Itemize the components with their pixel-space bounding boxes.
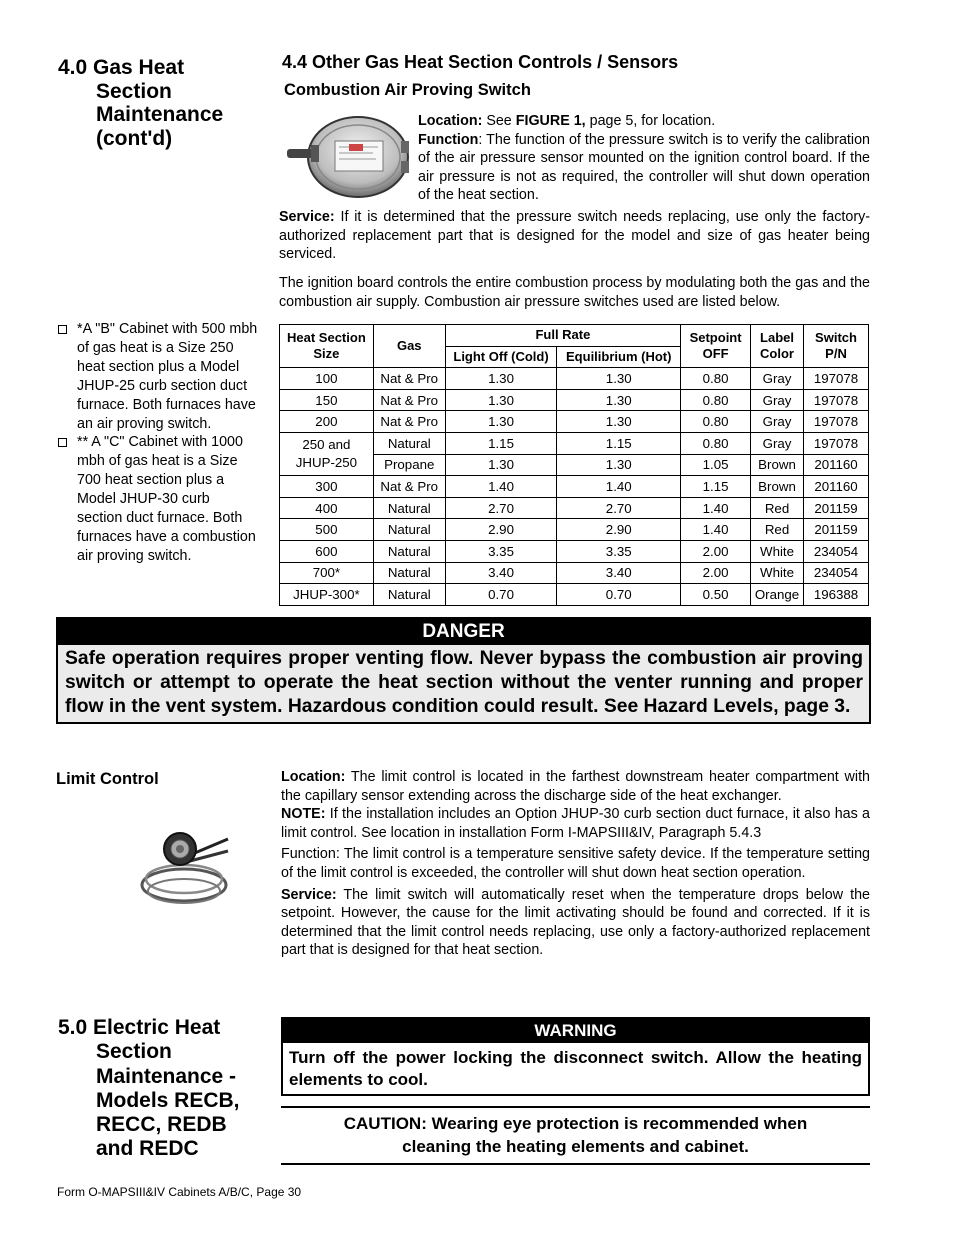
location-line: Location: See FIGURE 1, page 5, for location. bbox=[418, 113, 716, 129]
cell-cold: 2.90 bbox=[445, 519, 557, 541]
cell-size: 250 and JHUP-250 bbox=[280, 432, 374, 475]
limit-function-paragraph: Function: The limit control is a temperature sensitive safety device. If the temperature setting of the limit control is exceeded, the controller will shut down heat section operation. bbox=[281, 846, 870, 881]
cell-hot: 1.30 bbox=[557, 454, 681, 476]
heading-line: 4.0 Gas Heat bbox=[58, 56, 185, 79]
cell-size: JHUP-300* bbox=[280, 584, 374, 606]
cell-gas: Natural bbox=[373, 540, 445, 562]
header-heat-section-size: Heat Section Size bbox=[280, 325, 374, 368]
cell-hot: 2.90 bbox=[557, 519, 681, 541]
table-row bbox=[280, 584, 869, 606]
cell-setpoint: 1.40 bbox=[681, 519, 751, 541]
cell-color: Gray bbox=[751, 411, 804, 433]
cell-gas: Natural bbox=[373, 519, 445, 541]
cell-cold: 1.40 bbox=[445, 476, 557, 498]
heading-line: Maintenance bbox=[96, 103, 224, 126]
cell-color: Red bbox=[751, 497, 804, 519]
cell-hot: 1.30 bbox=[557, 389, 681, 411]
heading-line: Models RECB, bbox=[96, 1088, 240, 1112]
danger-text: Safe operation requires proper venting flow. Never bypass the combustion air proving switch or attempt to operate the heat section without the venter running and proper flow in the vent system. Hazardous condition could result. See Hazard Levels, page 3. bbox=[65, 648, 863, 718]
cell-hot: 1.30 bbox=[557, 368, 681, 390]
cell-cold: 1.15 bbox=[445, 432, 557, 454]
limit-control-photo bbox=[138, 815, 230, 910]
cell-setpoint: 1.15 bbox=[681, 476, 751, 498]
cell-hot: 0.70 bbox=[557, 584, 681, 606]
limit-control-icon bbox=[138, 815, 230, 910]
cell-cold: 3.40 bbox=[445, 562, 557, 584]
cell-gas: Natural bbox=[373, 497, 445, 519]
cell-gas: Nat & Pro bbox=[373, 476, 445, 498]
cell-color: Brown bbox=[751, 476, 804, 498]
heading-line: RECC, REDB bbox=[96, 1113, 227, 1137]
limit-control-heading: Limit Control bbox=[56, 770, 159, 788]
cell-size: 150 bbox=[280, 389, 374, 411]
cell-setpoint: 2.00 bbox=[681, 562, 751, 584]
cell-cold: 3.35 bbox=[445, 540, 557, 562]
proving-switch-location-function bbox=[418, 112, 870, 205]
cell-color: Orange bbox=[751, 584, 804, 606]
note-item: ** A "C" Cabinet with 1000 mbh of gas heat is a Size 700 heat section plus a Model JHUP-30 curb section duct furnace. Both furnaces have a combustion air proving switch. bbox=[58, 433, 258, 565]
pressure-switch-table bbox=[279, 324, 869, 606]
cell-cold: 1.30 bbox=[445, 454, 557, 476]
header-full-rate: Full Rate bbox=[445, 325, 680, 347]
cell-hot: 1.15 bbox=[557, 432, 681, 454]
function-paragraph: Function: The function of the pressure switch is to verify the calibration of the air pressure sensor mounted on the ignition control board. If the air pressure is not as required, the controller will shut down operation of the heat section. bbox=[418, 131, 870, 204]
cell-color: Gray bbox=[751, 389, 804, 411]
cell-pn: 197078 bbox=[804, 432, 869, 454]
heading-line: 5.0 Electric Heat bbox=[58, 1016, 221, 1039]
checkbox-bullet-icon bbox=[58, 438, 67, 447]
cell-size: 400 bbox=[280, 497, 374, 519]
heading-line: Section bbox=[96, 79, 172, 103]
header-equilibrium: Equilibrium (Hot) bbox=[557, 346, 681, 368]
cell-gas: Natural bbox=[373, 562, 445, 584]
cell-gas: Nat & Pro bbox=[373, 389, 445, 411]
warning-box bbox=[281, 1017, 870, 1096]
pressure-switch-photo bbox=[283, 111, 413, 201]
cell-color: White bbox=[751, 562, 804, 584]
limit-control-text bbox=[281, 768, 870, 960]
cell-pn: 197078 bbox=[804, 368, 869, 390]
cell-pn: 201159 bbox=[804, 497, 869, 519]
page-footer: Form O-MAPSIII&IV Cabinets A/B/C, Page 30 bbox=[57, 1185, 302, 1199]
cell-setpoint: 2.00 bbox=[681, 540, 751, 562]
table-row bbox=[280, 476, 869, 498]
warning-title: WARNING bbox=[283, 1019, 868, 1043]
proving-switch-subheading: Combustion Air Proving Switch bbox=[284, 81, 531, 99]
cell-hot: 1.30 bbox=[557, 411, 681, 433]
cell-size: 500 bbox=[280, 519, 374, 541]
cell-size: 100 bbox=[280, 368, 374, 390]
cell-pn: 197078 bbox=[804, 411, 869, 433]
cell-pn: 197078 bbox=[804, 389, 869, 411]
checkbox-bullet-icon bbox=[58, 325, 67, 334]
heading-line: and REDC bbox=[96, 1137, 199, 1161]
cell-color: Gray bbox=[751, 432, 804, 454]
cell-gas: Nat & Pro bbox=[373, 411, 445, 433]
table-row bbox=[280, 562, 869, 584]
ignition-paragraph: The ignition board controls the entire combustion process by modulating both the gas and the combustion air supply. Combustion air pressure switches used are listed below. bbox=[279, 275, 870, 310]
cell-size: 200 bbox=[280, 411, 374, 433]
table-body bbox=[280, 368, 869, 606]
cell-color: White bbox=[751, 540, 804, 562]
cell-cold: 0.70 bbox=[445, 584, 557, 606]
table-row bbox=[280, 497, 869, 519]
cell-gas: Natural bbox=[373, 584, 445, 606]
danger-title: DANGER bbox=[58, 619, 869, 645]
heading-line: (cont'd) bbox=[96, 126, 173, 150]
cell-color: Gray bbox=[751, 368, 804, 390]
cell-hot: 3.35 bbox=[557, 540, 681, 562]
cell-hot: 2.70 bbox=[557, 497, 681, 519]
cell-gas: Natural bbox=[373, 432, 445, 454]
note-item: *A "B" Cabinet with 500 mbh of gas heat is a Size 250 heat section plus a Model JHUP-25 curb section duct furnace. Both furnaces have an air proving switch. bbox=[58, 320, 258, 433]
service-paragraph: Service: If it is determined that the pressure switch needs replacing, use only the factory-authorized replacement part that is designed for the model and size of gas heater being serviced. bbox=[279, 209, 870, 263]
limit-service-paragraph: Service: The limit switch will automatically reset when the temperature drops below the setpoint. However, the cause for the limit activating should be found and corrected. If it is determined that the limit control needs replacing, use only a factory-authorized replacement part that is designed for that heat section. bbox=[281, 886, 870, 959]
table-row bbox=[280, 519, 869, 541]
cell-cold: 2.70 bbox=[445, 497, 557, 519]
cell-setpoint: 0.50 bbox=[681, 584, 751, 606]
cell-setpoint: 1.05 bbox=[681, 454, 751, 476]
caution-line: CAUTION: Wearing eye protection is recommended when bbox=[343, 1114, 808, 1133]
caution-box bbox=[281, 1106, 870, 1165]
cell-size: 600 bbox=[280, 540, 374, 562]
cell-color: Red bbox=[751, 519, 804, 541]
header-gas: Gas bbox=[373, 325, 445, 368]
cell-hot: 1.40 bbox=[557, 476, 681, 498]
cell-hot: 3.40 bbox=[557, 562, 681, 584]
danger-box bbox=[56, 617, 871, 724]
cell-pn: 201160 bbox=[804, 454, 869, 476]
limit-location-paragraph: Location: The limit control is located in the farthest downstream heater compartment with the capillary sensor extending across the discharge side of the heat exchanger. bbox=[281, 769, 870, 804]
table-row bbox=[280, 368, 869, 390]
table-row bbox=[280, 411, 869, 433]
heading-line: Maintenance - bbox=[96, 1064, 237, 1088]
cell-setpoint: 0.80 bbox=[681, 432, 751, 454]
heading-line: Section bbox=[96, 1040, 172, 1064]
header-setpoint: Setpoint OFF bbox=[681, 325, 751, 368]
cell-setpoint: 1.40 bbox=[681, 497, 751, 519]
table-row bbox=[280, 540, 869, 562]
cell-size: 300 bbox=[280, 476, 374, 498]
header-label-color: Label Color bbox=[751, 325, 804, 368]
electric-section-heading bbox=[58, 1016, 273, 1162]
cell-setpoint: 0.80 bbox=[681, 389, 751, 411]
cell-size: 700* bbox=[280, 562, 374, 584]
cell-gas: Propane bbox=[373, 454, 445, 476]
table-row bbox=[280, 389, 869, 411]
limit-note-paragraph: NOTE: If the installation includes an Option JHUP-30 curb section duct furnace, it also has a limit control. See location in installation Form I-MAPSIII&IV, Paragraph 5.4.3 bbox=[281, 806, 870, 841]
cell-cold: 1.30 bbox=[445, 389, 557, 411]
warning-text: Turn off the power locking the disconnect switch. Allow the heating elements to cool. bbox=[289, 1048, 862, 1089]
header-switch-pn: Switch P/N bbox=[804, 325, 869, 368]
cell-setpoint: 0.80 bbox=[681, 368, 751, 390]
cell-pn: 234054 bbox=[804, 540, 869, 562]
cell-pn: 196388 bbox=[804, 584, 869, 606]
pressure-switch-icon bbox=[283, 111, 413, 201]
cell-gas: Nat & Pro bbox=[373, 368, 445, 390]
side-notes bbox=[58, 320, 258, 566]
cell-cold: 1.30 bbox=[445, 368, 557, 390]
cell-pn: 234054 bbox=[804, 562, 869, 584]
cell-setpoint: 0.80 bbox=[681, 411, 751, 433]
gas-section-heading bbox=[58, 56, 268, 150]
cell-cold: 1.30 bbox=[445, 411, 557, 433]
table-row bbox=[280, 432, 869, 454]
cell-color: Brown bbox=[751, 454, 804, 476]
cell-pn: 201159 bbox=[804, 519, 869, 541]
cell-pn: 201160 bbox=[804, 476, 869, 498]
caution-line: cleaning the heating elements and cabinet. bbox=[402, 1137, 749, 1156]
header-light-off: Light Off (Cold) bbox=[445, 346, 557, 368]
other-controls-heading: 4.4 Other Gas Heat Section Controls / Sensors bbox=[282, 52, 679, 72]
